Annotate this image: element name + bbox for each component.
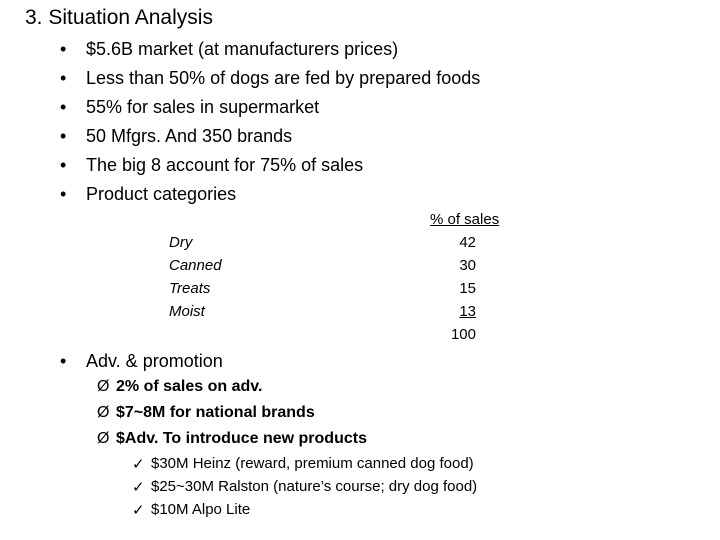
category-value-underlined: 13: [459, 303, 476, 320]
example-text: $25~30M Ralston (nature’s course; dry dog food): [151, 478, 478, 495]
category-value: 15: [459, 280, 476, 297]
checkmark-icon: ✓: [132, 502, 145, 519]
bullet-icon: •: [60, 126, 67, 146]
bullet-text: The big 8 account for 75% of sales: [86, 155, 364, 175]
example-text: $10M Alpo Lite: [151, 501, 251, 518]
bullet-text: $5.6B market (at manufacturers prices): [86, 39, 399, 59]
bullet-icon: •: [60, 97, 67, 117]
checkmark-icon: ✓: [132, 456, 145, 473]
sub-item-text: $Adv. To introduce new products: [116, 430, 367, 447]
sub-item-text: 2% of sales on adv.: [116, 378, 263, 395]
bullet-icon: •: [60, 351, 67, 371]
arrow-icon: Ø: [97, 378, 110, 395]
bullet-icon: •: [60, 68, 67, 88]
bullet-text: Adv. & promotion: [86, 351, 223, 371]
bullet-text: Less than 50% of dogs are fed by prepared foods: [86, 68, 481, 88]
category-value: 30: [459, 257, 476, 274]
bullet-text: 55% for sales in supermarket: [86, 97, 320, 117]
category-label: Dry: [169, 234, 193, 251]
checkmark-icon: ✓: [132, 479, 145, 496]
sub-item-text: $7~8M for national brands: [116, 404, 315, 421]
category-total: 100: [450, 326, 476, 343]
category-value: [436, 303, 476, 320]
category-value: 42: [459, 234, 476, 251]
arrow-icon: Ø: [97, 430, 110, 447]
slide-title: 3. Situation Analysis: [25, 6, 213, 29]
bullet-icon: •: [60, 155, 67, 175]
example-text: $30M Heinz (reward, premium canned dog food): [151, 455, 474, 472]
category-label: Treats: [169, 280, 211, 297]
arrow-icon: Ø: [97, 404, 110, 421]
category-label: Canned: [169, 257, 222, 274]
bullet-text: 50 Mfgrs. And 350 brands: [86, 126, 293, 146]
category-label: Moist: [169, 303, 205, 320]
bullet-icon: •: [60, 39, 67, 59]
bullet-text: Product categories: [86, 184, 237, 204]
bullet-icon: •: [60, 184, 67, 204]
sales-header: % of sales: [430, 211, 500, 228]
